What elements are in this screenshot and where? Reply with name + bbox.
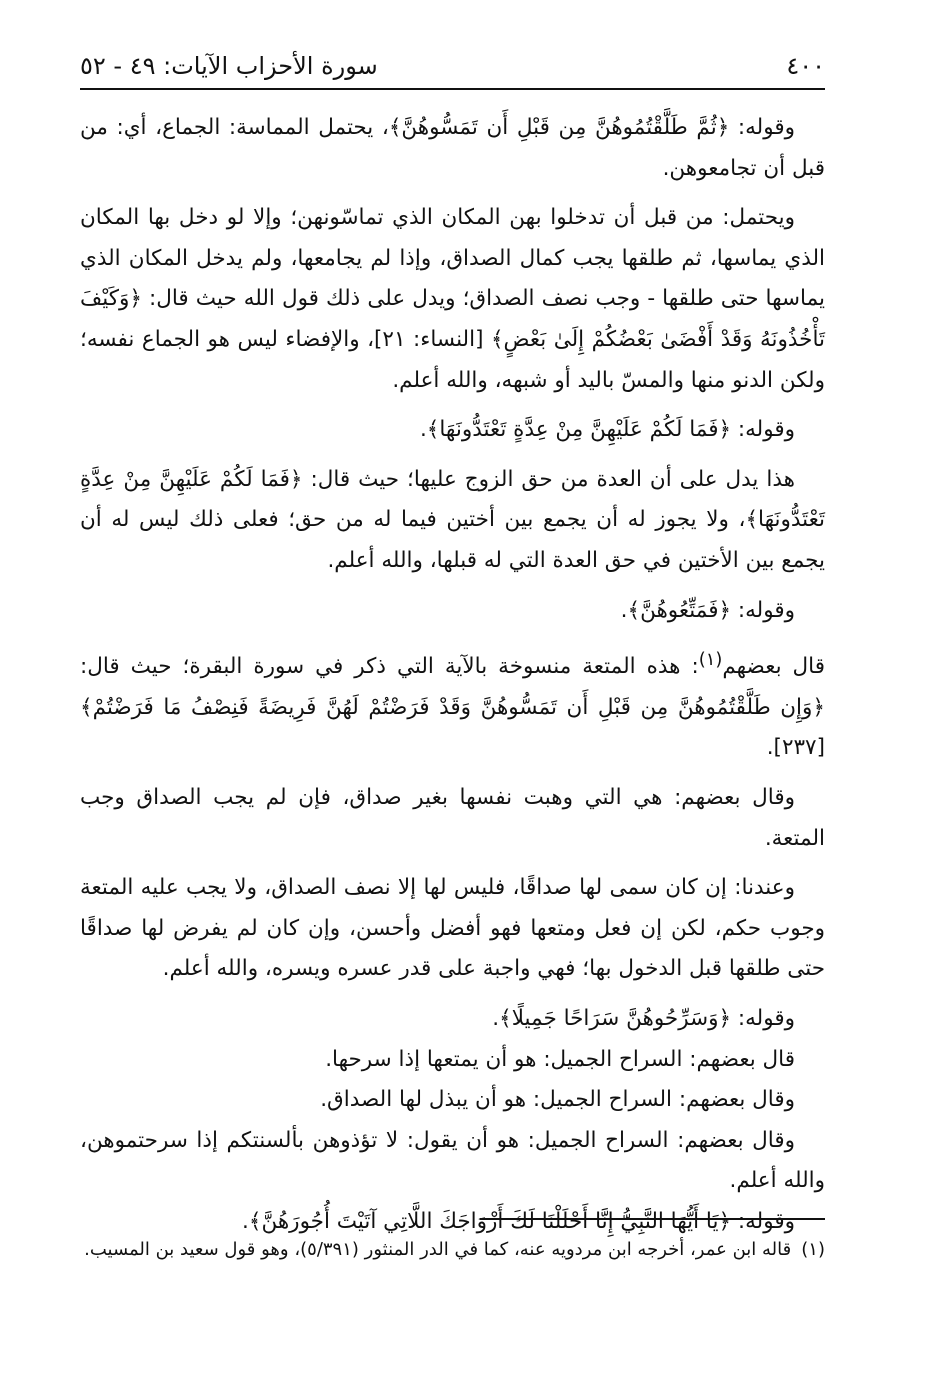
footnote-text: قاله ابن عمر، أخرجه ابن مردويه عنه، كما في الدر المنثور (٥/٣٩١)، وهو قول سعيد بن المسيب. bbox=[84, 1239, 792, 1260]
paragraph-9: وقوله: ﴿وَسَرِّحُوهُنَّ سَرَاحًا جَمِيلًا﴾. bbox=[492, 1006, 795, 1032]
paragraph-11: وقال بعضهم: السراح الجميل: هو أن يبذل لها الصداق. bbox=[320, 1087, 795, 1113]
footnote-divider bbox=[480, 1218, 825, 1220]
footnote bbox=[80, 1233, 825, 1266]
paragraph-4: هذا يدل على أن العدة من حق الزوج عليها؛ حيث قال: ﴿فَمَا لَكُمْ عَلَيْهِنَّ مِنْ عِدَّةٍ تَعْتَدُّونَهَا﴾، ولا يجوز له أن يجمع بين أختين فيما له من حق؛ فعلى ذلك ليس له أن يجمع بين الأختين في حق العدة التي له قبلها، والله أعلم. bbox=[80, 466, 825, 573]
page-body bbox=[80, 108, 825, 1243]
paragraph-12: وقال بعضهم: السراح الجميل: هو أن يقول: لا تؤذوهن بألسنتكم إذا سرحتموهن، والله أعلم. bbox=[80, 1127, 825, 1194]
paragraph-7: وقال بعضهم: هي التي وهبت نفسها بغير صداق، فإن لم يجب الصداق وجب المتعة. bbox=[80, 785, 825, 851]
paragraph-8: وعندنا: إن كان سمى لها صداقًا، فليس لها إلا نصف الصداق، ولا يجب عليه المتعة وجوب حكم، لكن إن فعل ومتعها فهو أفضل وأحسن، وإن كان لم يفرض لها صداقًا حتى طلقها قبل الدخول بها؛ فهي واجبة على قدر عسره ويسره، والله أعلم. bbox=[80, 875, 825, 982]
surah-title: سورة الأحزاب الآيات: ٤٩ - ٥٢ bbox=[80, 52, 378, 80]
paragraph-6-rest: : هذه المتعة منسوخة بالآية التي ذكر في سورة البقرة؛ حيث قال: ﴿وَإِن طَلَّقْتُمُوهُنَّ مِن قَبْلِ أَن تَمَسُّوهُنَّ وَقَدْ فَرَضْتُمْ لَهُنَّ فَرِيضَةً فَنِصْفُ مَا فَرَضْتُمْ﴾ [٢٣٧]. bbox=[80, 654, 825, 761]
paragraph-13: وقوله: ﴿يَا أَيُّهَا النَّبِيُّ إِنَّا أَحْلَلْنَا لَكَ أَزْوَاجَكَ اللَّاتِي آتَيْتَ أُجُورَهُنَّ﴾. bbox=[242, 1209, 795, 1234]
paragraph-5: وقوله: ﴿فَمَتِّعُوهُنَّ﴾. bbox=[620, 597, 795, 623]
page-header bbox=[80, 50, 825, 90]
paragraph-2: ويحتمل: من قبل أن تدخلوا بهن المكان الذي تماسّونهن؛ وإلا لو دخل بها المكان الذي يماسها، ثم طلقها يجب كمال الصداق، وإذا لم يجامعها، ولم يدخل المكان الذي يماسها حتى طلقها - وجب نصف الصداق؛ ويدل على ذلك قول الله حيث قال: ﴿وَكَيْفَ تَأْخُذُونَهُ وَقَدْ أَفْضَىٰ بَعْضُكُمْ إِلَىٰ بَعْضٍ﴾ [النساء: ٢١]، والإفضاء ليس هو الجماع نفسه؛ ولكن الدنو منها والمسّ باليد أو شبهه، والله أعلم. bbox=[80, 205, 825, 393]
paragraph-6 bbox=[80, 640, 825, 769]
paragraph-3: وقوله: ﴿فَمَا لَكُمْ عَلَيْهِنَّ مِنْ عِدَّةٍ تَعْتَدُّونَهَا﴾. bbox=[419, 417, 795, 443]
paragraph-6-start: قال بعضهم bbox=[722, 654, 825, 680]
paragraph-1: وقوله: ﴿ثُمَّ طَلَّقْتُمُوهُنَّ مِن قَبْلِ أَن تَمَسُّوهُنَّ﴾، يحتمل المماسة: الجماع، أي: من قبل أن تجامعوهن. bbox=[80, 115, 825, 181]
page-number: ٤٠٠ bbox=[786, 52, 825, 80]
paragraph-10: قال بعضهم: السراح الجميل: هو أن يمتعها إذا سرحها. bbox=[325, 1046, 795, 1072]
footnote-number: (١) bbox=[801, 1239, 825, 1260]
footnote-marker[interactable]: (١) bbox=[698, 649, 723, 671]
